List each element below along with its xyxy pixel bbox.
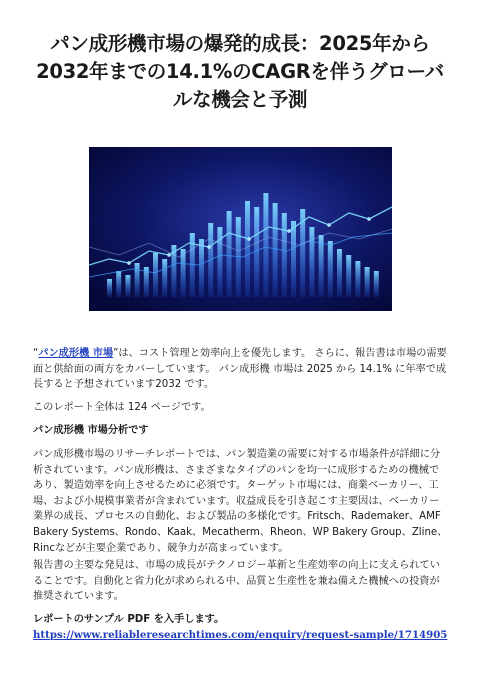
hero-bar — [365, 267, 370, 297]
hero-bar — [245, 201, 250, 297]
intro-paragraph — [33, 346, 449, 393]
hero-bar — [227, 211, 232, 297]
hero-bar — [153, 253, 158, 297]
intro-text: ”は、コスト管理と効率向上を優先します。 さらに、報告書は市場の需要面と供給面の両方をカバーしています。 パン成形機 市場は 2025 から 14.1% に年率で成長すると予想されています2032 です。 — [33, 348, 447, 391]
hero-bar — [337, 249, 342, 297]
analysis-heading: パン成形機 市場分析です — [33, 425, 149, 436]
analysis-paragraph: パン成形機市場のリサーチレポートでは、パン製造業の需要に対する市場条件が詳細に分析されています。パン成形機は、さまざまなタイプのパンを均一に成形するための機械であり、製造効率を向上させるために必須です。ターゲット市場には、商業ベーカリー、工場、および小規模事業者が含まれています。収益成長を引き起こす主要因は、ベーカリー業界の成長、プロセスの自動化、および製品の多様化です。Fritsch、Rademaker、AMF Bakery Systems、Rondo、Kaak、Mecatherm、Rheon、WP Bakery Group、Zline、Rincなどが主要企業であり、競争力が高まっています。 — [33, 449, 448, 554]
hero-bar — [355, 261, 360, 297]
hero-chart-image — [89, 147, 392, 311]
hero-bar — [162, 259, 167, 297]
findings-paragraph: 報告書の主要な発見は、市場の成長がテクノロジー革新と生産効率の向上に支えられていることです。自動化と省力化が求められる中、品質と生産性を兼ね備えた機械への投資が推奨されています。 — [33, 560, 440, 603]
hero-bar — [374, 271, 379, 297]
sample-url-link[interactable]: https://www.reliableresearchtimes.com/enquiry/request-sample/1714905 — [33, 628, 448, 641]
hero-bar — [181, 249, 186, 297]
hero-bar — [273, 203, 278, 297]
hero-bar — [125, 275, 130, 297]
hero-bar — [282, 213, 287, 297]
page-title: パン成形機市場の爆発的成長：2025年から2032年までの14.1%のCAGRを伴うグローバルな機会と予測 — [36, 32, 444, 111]
hero-bar — [135, 263, 140, 297]
hero-bar — [346, 255, 351, 297]
hero-bar — [309, 227, 314, 297]
hero-bar — [291, 221, 296, 297]
hero-bar — [263, 193, 268, 297]
hero-bar — [107, 279, 112, 297]
page-count-text: このレポート全体は 124 ページです。 — [33, 402, 211, 413]
sample-label: レポートのサンプル PDF を入手します。 — [33, 614, 225, 625]
market-link[interactable]: パン成形機 市場 — [38, 348, 114, 359]
sample-request — [33, 612, 449, 643]
hero-bar — [319, 235, 324, 297]
hero-bar — [116, 271, 121, 297]
hero-bar — [199, 239, 204, 297]
open-quote: “ — [33, 348, 39, 359]
hero-bar — [328, 241, 333, 297]
